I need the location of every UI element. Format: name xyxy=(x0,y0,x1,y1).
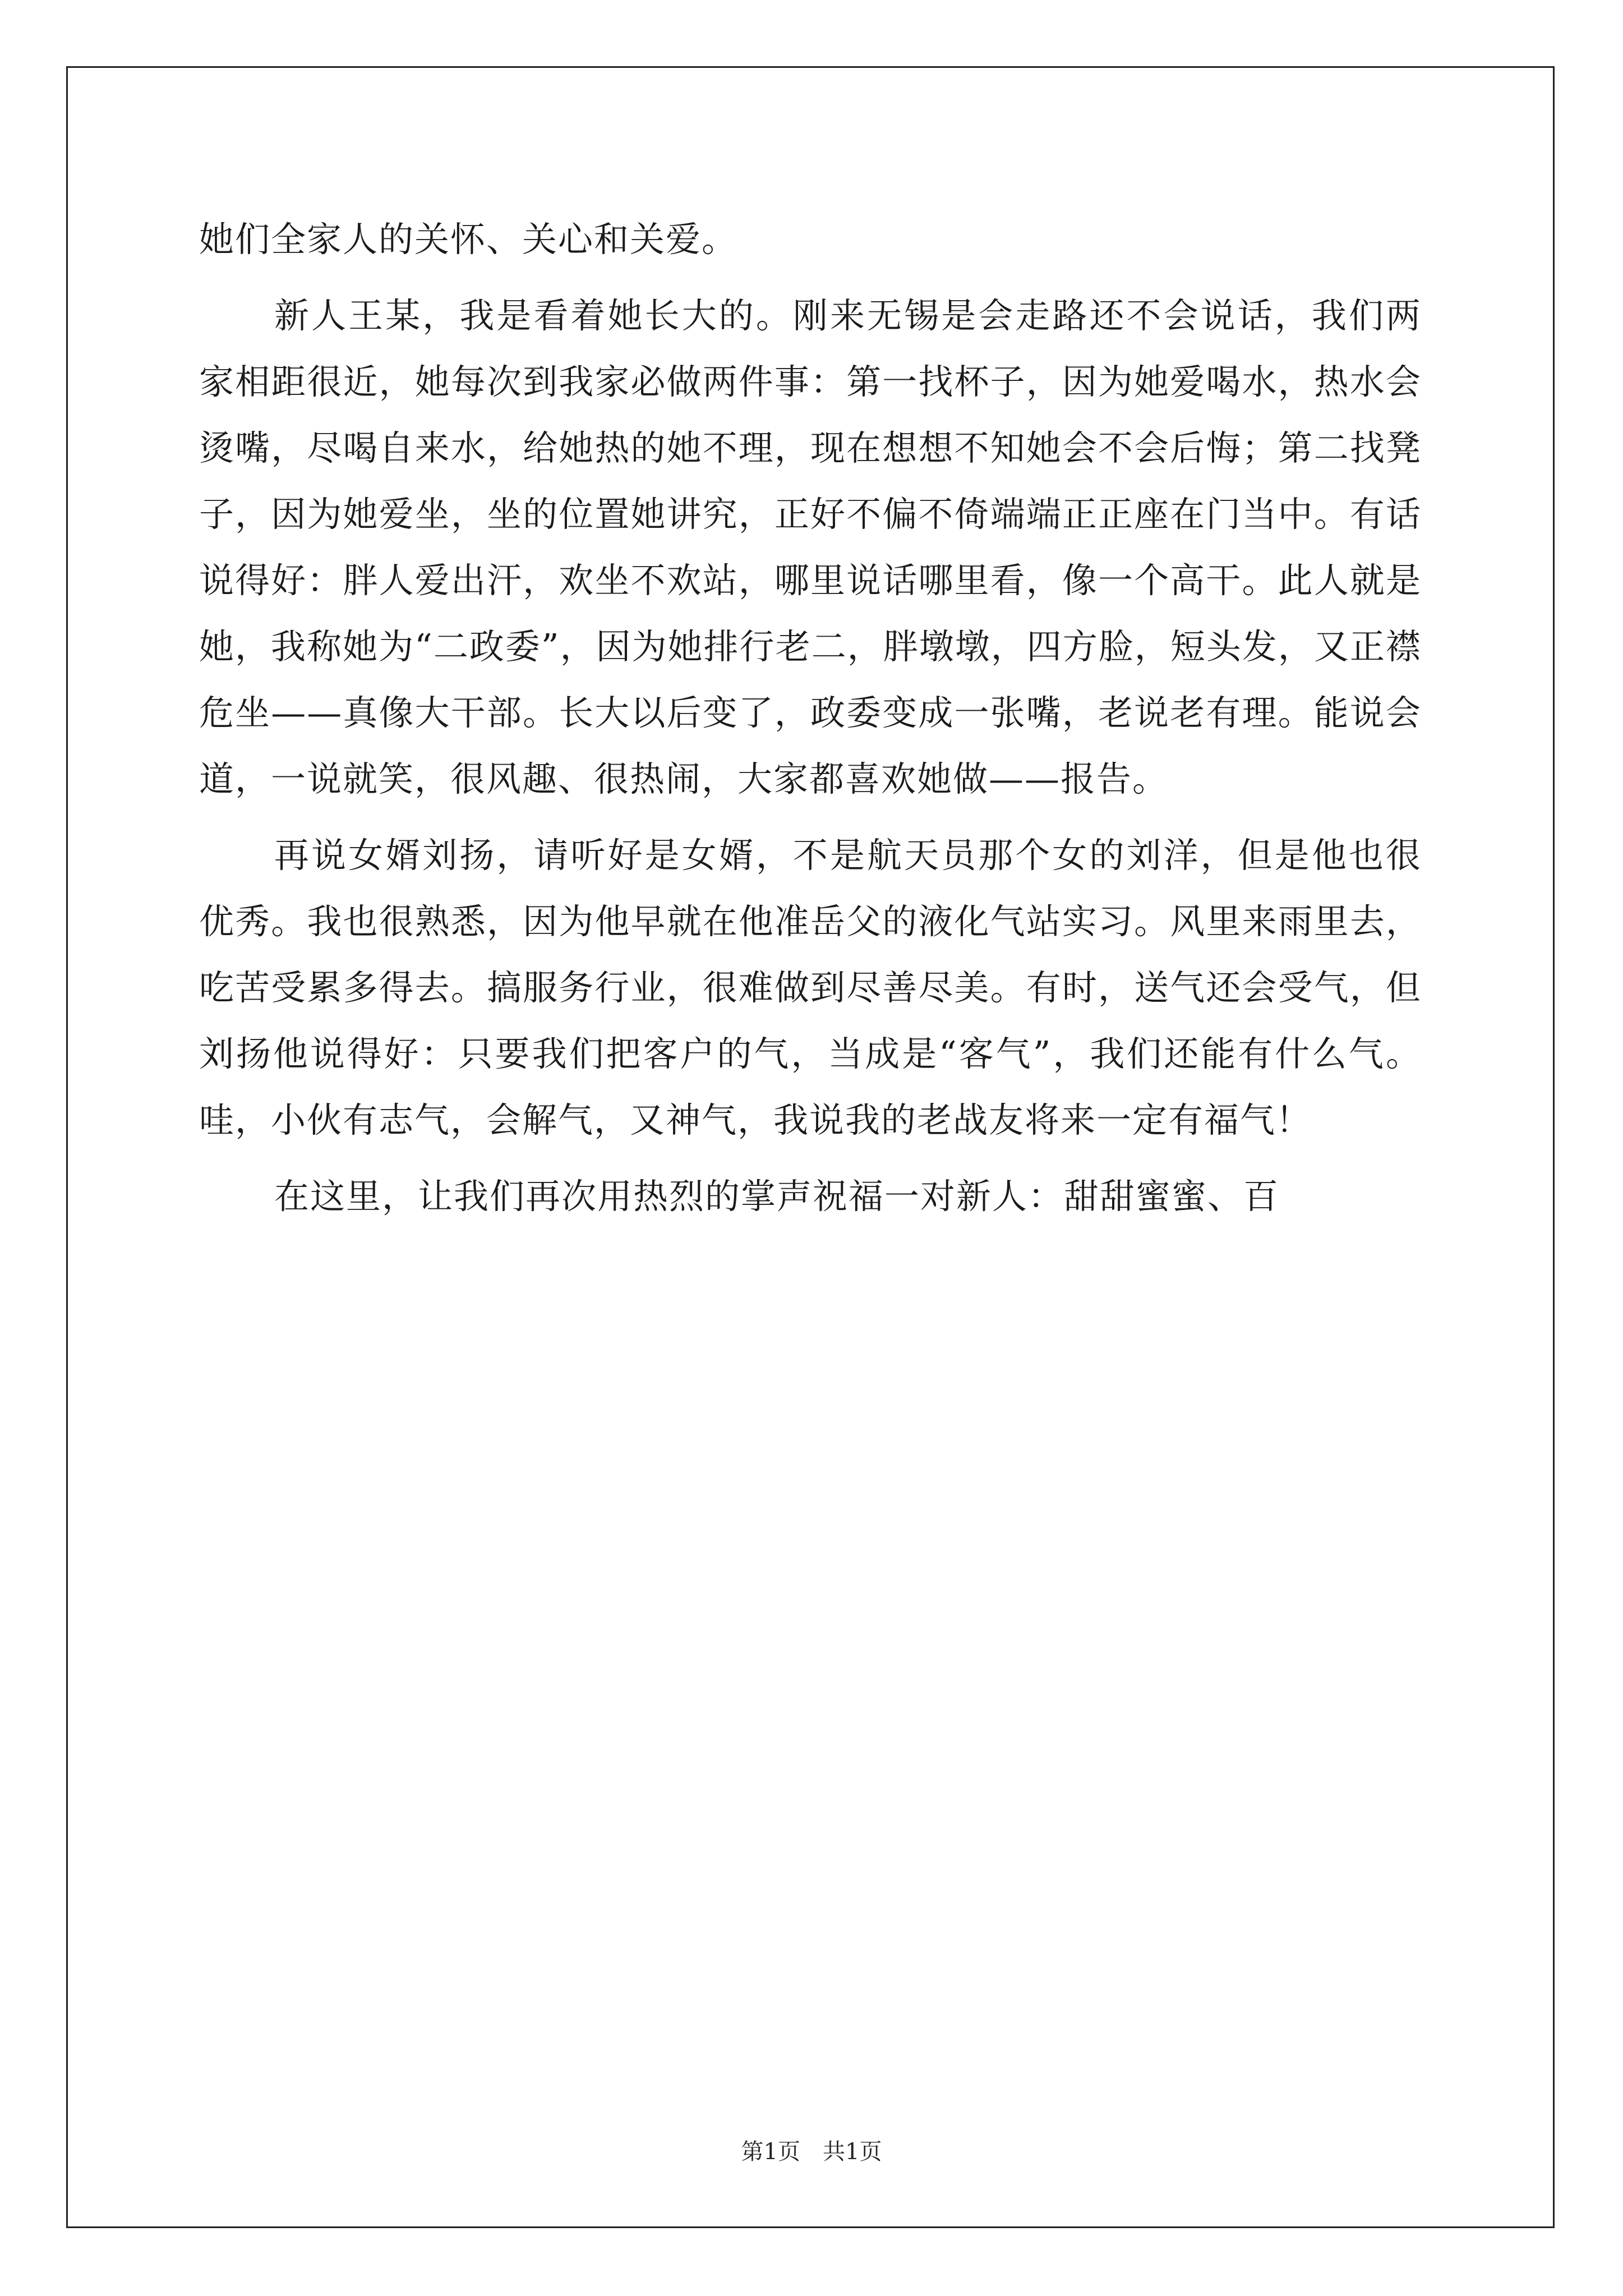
document-body xyxy=(199,206,1422,1240)
paragraph-blessing: 在这里，让我们再次用热烈的掌声祝福一对新人：甜甜蜜蜜、百 xyxy=(274,1176,1280,1217)
paragraph-continuation: 她们全家人的关怀、关心和关爱。 xyxy=(199,219,738,260)
paragraph-groom: 再说女婿刘扬，请听好是女婿，不是航天员那个女的刘洋，但是他也很优秀。我也很熟悉，因为他早就在他准岳父的液化气站实习。风里来雨里去，吃苦受累多得去。搞服务行业，很难做到尽善尽美。有时，送气还会受气，但刘扬他说得好：只要我们把客户的气，当成是“客气”，我们还能有什么气。哇，小伙有志气，会解气，又神气，我说我的老战友将来一定有福气！ xyxy=(199,835,1422,1140)
page-footer: 第1页 共1页 xyxy=(741,2139,882,2165)
paragraph-bride: 新人王某，我是看着她长大的。刚来无锡是会走路还不会说话，我们两家相距很近，她每次到我家必做两件事：第一找杯子，因为她爱喝水，热水会烫嘴，尽喝自来水，给她热的她不理，现在想想不知她会不会后悔；第二找凳子，因为她爱坐，坐的位置她讲究，正好不偏不倚端端正正座在门当中。有话说得好：胖人爱出汗，欢坐不欢站，哪里说话哪里看，像一个高干。此人就是她，我称她为“二政委”，因为她排行老二，胖墩墩，四方脸，短头发，又正襟危坐——真像大干部。长大以后变了，政委变成一张嘴，老说老有理。能说会道，一说就笑，很风趣、很热闹，大家都喜欢她做——报告。 xyxy=(199,295,1422,799)
